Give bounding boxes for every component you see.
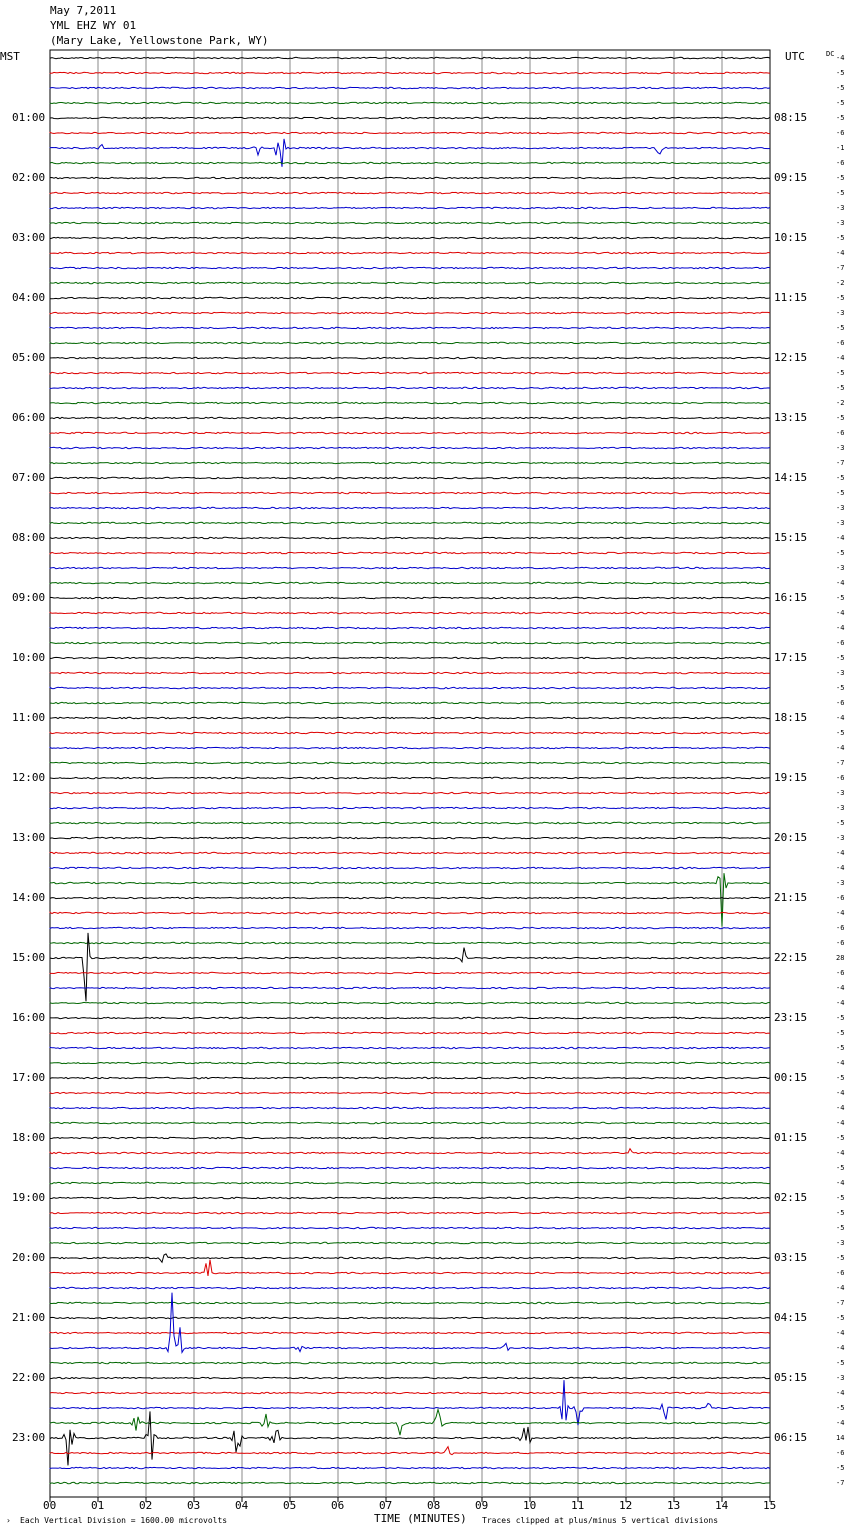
dc-offset-label: -3 [836, 444, 845, 452]
x-tick-label: 04 [235, 1499, 249, 1512]
dc-offset-label: -4 [836, 909, 845, 917]
mst-hour-label: 19:00 [12, 1191, 46, 1204]
dc-offset-label: -4 [836, 849, 845, 857]
trace-row [50, 1122, 770, 1123]
dc-offset-label: -6 [836, 129, 845, 137]
mst-hour-label: 05:00 [12, 351, 46, 364]
trace-row [50, 282, 770, 283]
utc-hour-label: 15:15 [774, 531, 808, 544]
mst-hour-label: 11:00 [12, 711, 46, 724]
utc-axis-label: UTC [785, 50, 805, 63]
trace-row [50, 492, 770, 493]
trace-row [50, 177, 770, 178]
mst-hour-label: 23:00 [12, 1431, 46, 1444]
trace-row [50, 357, 770, 358]
utc-hour-label: 02:15 [774, 1191, 808, 1204]
x-tick-label: 11 [571, 1499, 585, 1512]
trace-row [50, 102, 770, 103]
dc-offset-label: -5 [836, 1359, 845, 1367]
dc-offset-label: -6 [836, 924, 845, 932]
mst-hour-label: 04:00 [12, 291, 46, 304]
trace-row [50, 732, 770, 733]
dc-offset-label: -5 [836, 594, 845, 602]
trace-row [50, 1242, 770, 1243]
trace-row [50, 1137, 770, 1138]
dc-offset-label: -5 [836, 1314, 845, 1322]
trace-row [50, 342, 770, 343]
trace-row [50, 462, 770, 463]
dc-offset-label: -6 [836, 639, 845, 647]
dc-offset-label: -1 [836, 144, 845, 152]
dc-offset-label: -5 [836, 294, 845, 302]
trace-row [50, 1411, 770, 1465]
trace-row [50, 822, 770, 823]
utc-hour-label: 06:15 [774, 1431, 808, 1444]
trace-row [50, 1032, 770, 1033]
x-tick-label: 13 [667, 1499, 681, 1512]
trace-row [50, 1062, 770, 1063]
mst-hour-label: 17:00 [12, 1071, 46, 1084]
trace-row [50, 1077, 770, 1078]
trace-row [50, 132, 770, 133]
trace-row [50, 672, 770, 673]
dc-offset-label: -4 [836, 999, 845, 1007]
trace-row [50, 552, 770, 553]
x-tick-label: 07 [379, 1499, 393, 1512]
utc-hour-label: 14:15 [774, 471, 808, 484]
x-tick-label: 15 [763, 1499, 777, 1512]
dc-offset-label: -4 [836, 1089, 845, 1097]
trace-row [50, 192, 770, 193]
dc-offset-label: -3 [836, 564, 845, 572]
dc-offset-label: -5 [836, 369, 845, 377]
mst-axis-label: MST [0, 50, 20, 63]
dc-offset-label: -2 [836, 399, 845, 407]
x-tick-label: 08 [427, 1499, 441, 1512]
dc-offset-label: -3 [836, 504, 845, 512]
utc-hour-label: 10:15 [774, 231, 808, 244]
mst-hour-label: 16:00 [12, 1011, 46, 1024]
trace-row [50, 1332, 770, 1333]
dc-offset-label: -4 [836, 609, 845, 617]
trace-row [50, 417, 770, 418]
dc-offset-label: 14 [836, 1434, 845, 1442]
trace-row [50, 1392, 770, 1393]
mst-hour-label: 03:00 [12, 231, 46, 244]
dc-offset-label: -5 [836, 1134, 845, 1142]
trace-row [50, 912, 770, 913]
dc-offset-label: -4 [836, 744, 845, 752]
dc-offset-label: -5 [836, 384, 845, 392]
trace-row [50, 477, 770, 478]
dc-offset-label: -4 [836, 714, 845, 722]
mst-hour-label: 12:00 [12, 771, 46, 784]
dc-offset-label: -5 [836, 69, 845, 77]
trace-row [50, 1254, 770, 1262]
x-tick-label: 03 [187, 1499, 201, 1512]
trace-row [50, 1017, 770, 1018]
dc-offset-label: -3 [836, 879, 845, 887]
trace-row [50, 1317, 770, 1318]
utc-hour-label: 11:15 [774, 291, 808, 304]
trace-row [50, 57, 770, 58]
trace-row [50, 162, 770, 163]
trace-row [50, 537, 770, 538]
trace-row [50, 867, 770, 868]
dc-offset-label: -4 [836, 1104, 845, 1112]
dc-offset-label: -5 [836, 1194, 845, 1202]
trace-row [50, 447, 770, 448]
trace-row [50, 267, 770, 268]
x-axis-title: TIME (MINUTES) [374, 1512, 467, 1525]
trace-row [50, 897, 770, 898]
dc-offset-label: -3 [836, 1239, 845, 1247]
dc-offset-label: -5 [836, 1164, 845, 1172]
mst-hour-label: 13:00 [12, 831, 46, 844]
x-tick-label: 09 [475, 1499, 489, 1512]
utc-hour-label: 01:15 [774, 1131, 808, 1144]
trace-row [50, 717, 770, 718]
dc-offset-label: -6 [836, 1449, 845, 1457]
trace-row [50, 1377, 770, 1378]
utc-hour-label: 17:15 [774, 651, 808, 664]
dc-offset-label: -3 [836, 309, 845, 317]
dc-offset-label: -5 [836, 324, 845, 332]
dc-offset-label: -3 [836, 834, 845, 842]
utc-hour-label: 08:15 [774, 111, 808, 124]
dc-offset-label: -5 [836, 414, 845, 422]
trace-row [50, 612, 770, 613]
station-code: YML EHZ WY 01 [50, 19, 137, 32]
dc-offset-label: -4 [836, 1344, 845, 1352]
dc-offset-label: -5 [836, 84, 845, 92]
dc-offset-label: 28 [836, 954, 845, 962]
dc-offset-label: -3 [836, 669, 845, 677]
trace-row [50, 1182, 770, 1183]
dc-offset-label: -4 [836, 579, 845, 587]
dc-offset-label: -2 [836, 279, 845, 287]
plot-frame [50, 50, 770, 1497]
mst-hour-label: 06:00 [12, 411, 46, 424]
dc-offset-label: -5 [836, 1209, 845, 1217]
dc-offset-label: -4 [836, 1389, 845, 1397]
trace-row [50, 387, 770, 388]
utc-hour-label: 12:15 [774, 351, 808, 364]
mst-hour-label: 07:00 [12, 471, 46, 484]
trace-row [50, 627, 770, 628]
dc-offset-label: -4 [836, 1284, 845, 1292]
trace-row [50, 207, 770, 208]
dc-offset-label: -6 [836, 939, 845, 947]
x-tick-label: 00 [43, 1499, 57, 1512]
trace-row [50, 252, 770, 253]
mst-hour-label: 02:00 [12, 171, 46, 184]
dc-offset-label: -5 [836, 1254, 845, 1262]
trace-row [50, 117, 770, 118]
trace-row [50, 777, 770, 778]
mst-hour-label: 20:00 [12, 1251, 46, 1264]
dc-offset-label: -4 [836, 984, 845, 992]
dc-offset-label: -5 [836, 1074, 845, 1082]
dc-offset-label: -5 [836, 1029, 845, 1037]
trace-row [50, 927, 770, 928]
utc-hour-label: 16:15 [774, 591, 808, 604]
dc-offset-label: -5 [836, 1224, 845, 1232]
dc-offset-label: -4 [836, 624, 845, 632]
trace-row [50, 942, 770, 943]
trace-row [50, 432, 770, 433]
trace-row [50, 807, 770, 808]
trace-row [50, 657, 770, 658]
trace-row [50, 1002, 770, 1003]
trace-row [50, 312, 770, 313]
clip-note: Traces clipped at plus/minus 5 vertical divisions [482, 1516, 719, 1525]
trace-row [50, 1149, 770, 1154]
utc-hour-label: 00:15 [774, 1071, 808, 1084]
utc-hour-label: 20:15 [774, 831, 808, 844]
mst-hour-label: 08:00 [12, 531, 46, 544]
x-tick-label: 01 [91, 1499, 105, 1512]
dc-offset-label: -6 [836, 969, 845, 977]
trace-row [50, 1212, 770, 1213]
mst-hour-label: 10:00 [12, 651, 46, 664]
dc-offset-label: -6 [836, 159, 845, 167]
dc-offset-label: -4 [836, 354, 845, 362]
x-tick-label: 14 [715, 1499, 729, 1512]
trace-row [50, 873, 770, 926]
trace-row [50, 792, 770, 793]
dc-offset-label: -5 [836, 654, 845, 662]
trace-row [50, 507, 770, 508]
x-tick-label: 02 [139, 1499, 153, 1512]
dc-offset-label: -4 [836, 1419, 845, 1427]
trace-row [50, 837, 770, 838]
dc-offset-label: -5 [836, 684, 845, 692]
dc-offset-label: -6 [836, 894, 845, 902]
trace-row [50, 852, 770, 853]
trace-row [50, 222, 770, 223]
trace-row [50, 582, 770, 583]
trace-row [50, 1410, 770, 1436]
dc-offset-label: -3 [836, 204, 845, 212]
utc-hour-label: 23:15 [774, 1011, 808, 1024]
dc-offset-label: -3 [836, 1374, 845, 1382]
dc-offset-label: -4 [836, 1059, 845, 1067]
dc-offset-label: -6 [836, 699, 845, 707]
trace-row [50, 597, 770, 598]
utc-hour-label: 22:15 [774, 951, 808, 964]
dc-offset-label: -3 [836, 219, 845, 227]
dc-offset-label: -5 [836, 1014, 845, 1022]
trace-row [50, 987, 770, 988]
dc-offset-label: -3 [836, 789, 845, 797]
scale-note-marker: › [6, 1516, 11, 1525]
utc-hour-label: 21:15 [774, 891, 808, 904]
utc-hour-label: 05:15 [774, 1371, 808, 1384]
mst-hour-label: 21:00 [12, 1311, 46, 1324]
trace-row [50, 1227, 770, 1228]
utc-hour-label: 13:15 [774, 411, 808, 424]
trace-row [50, 522, 770, 523]
trace-row [50, 1467, 770, 1468]
trace-row [50, 1447, 770, 1455]
dc-offset-label: -4 [836, 249, 845, 257]
dc-offset-label: -5 [836, 819, 845, 827]
station-location: (Mary Lake, Yellowstone Park, WY) [50, 34, 269, 47]
dc-offset-label: -4 [836, 1119, 845, 1127]
utc-hour-label: 03:15 [774, 1251, 808, 1264]
dc-offset-label: -5 [836, 1404, 845, 1412]
mst-hour-label: 01:00 [12, 111, 46, 124]
dc-offset-label: -5 [836, 99, 845, 107]
dc-offset-label: -7 [836, 1299, 845, 1307]
dc-offset-label: -5 [836, 489, 845, 497]
mst-hour-label: 09:00 [12, 591, 46, 604]
dc-offset-label: -4 [836, 1149, 845, 1157]
mst-hour-label: 22:00 [12, 1371, 46, 1384]
dc-label: DC [826, 50, 835, 58]
dc-offset-label: -3 [836, 804, 845, 812]
dc-offset-label: -6 [836, 339, 845, 347]
trace-row [50, 1092, 770, 1093]
trace-row [50, 327, 770, 328]
dc-offset-label: -5 [836, 729, 845, 737]
plot-date: May 7,2011 [50, 4, 117, 17]
trace-row [50, 372, 770, 373]
dc-offset-label: -5 [836, 1044, 845, 1052]
dc-offset-label: -5 [836, 549, 845, 557]
dc-offset-label: -5 [836, 174, 845, 182]
scale-note: Each Vertical Division = 1600.00 microvolts [20, 1516, 228, 1525]
mst-hour-label: 14:00 [12, 891, 46, 904]
trace-row [50, 237, 770, 239]
dc-offset-label: -4 [836, 1179, 845, 1187]
mst-hour-label: 15:00 [12, 951, 46, 964]
trace-row [50, 762, 770, 763]
dc-offset-label: -4 [836, 1329, 845, 1337]
trace-row [50, 567, 770, 568]
trace-row [50, 402, 770, 403]
dc-offset-label: -7 [836, 1479, 845, 1487]
dc-offset-label: -5 [836, 189, 845, 197]
utc-hour-label: 19:15 [774, 771, 808, 784]
dc-offset-label: -6 [836, 429, 845, 437]
trace-row [50, 1260, 770, 1276]
dc-offset-label: -5 [836, 114, 845, 122]
dc-offset-label: -4 [836, 54, 845, 62]
trace-row [50, 1287, 770, 1288]
dc-offset-label: -6 [836, 774, 845, 782]
trace-row [50, 72, 770, 73]
x-tick-label: 10 [523, 1499, 537, 1512]
trace-row [50, 687, 770, 688]
utc-hour-label: 18:15 [774, 711, 808, 724]
trace-row [50, 1482, 770, 1483]
trace-row [50, 87, 770, 88]
trace-row [50, 1362, 770, 1363]
trace-row [50, 642, 770, 643]
trace-row [50, 1167, 770, 1168]
utc-hour-label: 09:15 [774, 171, 808, 184]
x-tick-label: 06 [331, 1499, 345, 1512]
utc-hour-label: 04:15 [774, 1311, 808, 1324]
dc-offset-label: -7 [836, 459, 845, 467]
trace-row [50, 702, 770, 703]
dc-offset-label: -7 [836, 759, 845, 767]
x-tick-label: 05 [283, 1499, 297, 1512]
x-tick-label: 12 [619, 1499, 633, 1512]
trace-row [50, 747, 770, 748]
trace-row [50, 972, 770, 973]
trace-row [50, 297, 770, 298]
dc-offset-label: -5 [836, 1464, 845, 1472]
mst-hour-label: 18:00 [12, 1131, 46, 1144]
trace-row [50, 1197, 770, 1198]
dc-offset-label: -3 [836, 519, 845, 527]
dc-offset-label: -5 [836, 234, 845, 242]
dc-offset-label: -4 [836, 534, 845, 542]
dc-offset-label: -4 [836, 864, 845, 872]
dc-offset-label: -5 [836, 474, 845, 482]
dc-offset-label: -6 [836, 1269, 845, 1277]
trace-row [50, 1380, 770, 1425]
trace-row [50, 1293, 770, 1353]
dc-offset-label: -7 [836, 264, 845, 272]
trace-row [50, 1302, 770, 1303]
trace-row [50, 1047, 770, 1048]
trace-row [50, 1107, 770, 1108]
